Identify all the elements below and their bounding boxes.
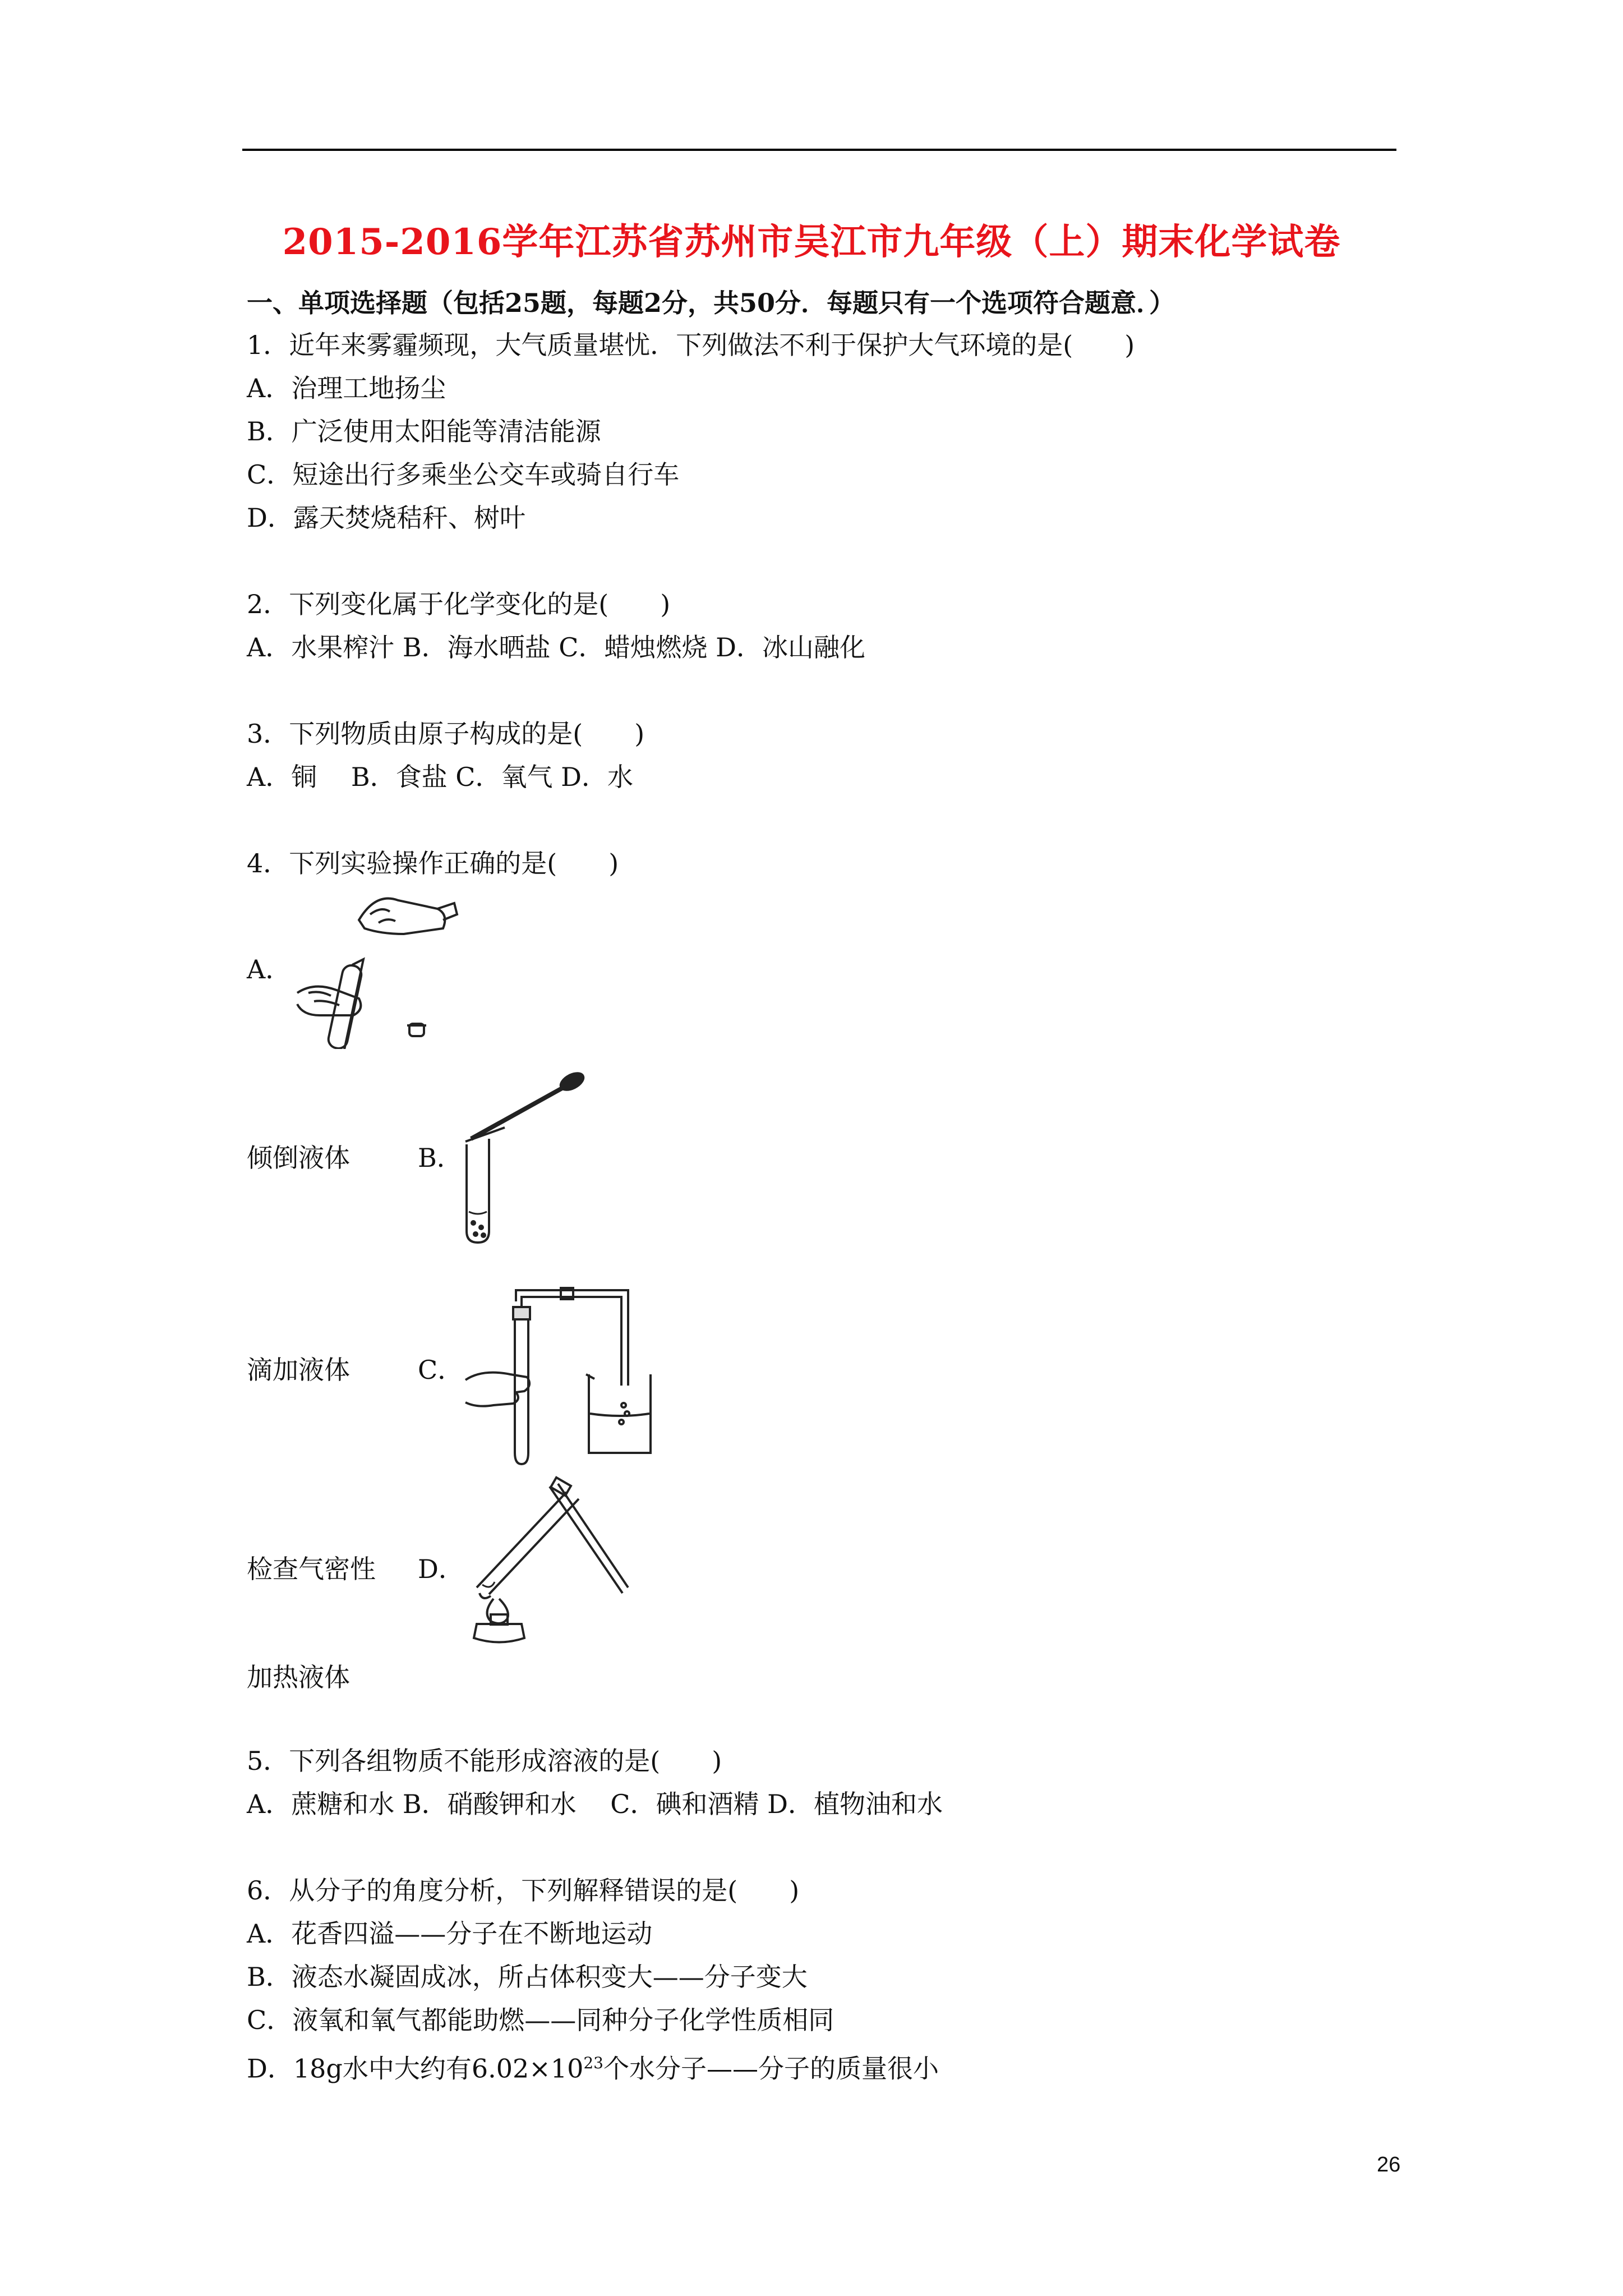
q4-option-b-caption: 滴加液体: [247, 1355, 350, 1385]
q6-stem: 6．从分子的角度分析，下列解释错误的是( ): [247, 1875, 800, 1906]
q4-stem: 4．下列实验操作正确的是( ): [247, 848, 619, 878]
section-heading: 一、单项选择题（包括25题，每题2分，共50分．每题只有一个选项符合题意．）: [247, 288, 1175, 318]
q5-stem: 5．下列各组物质不能形成溶液的是( ): [247, 1746, 722, 1776]
q6-option-d: [247, 2046, 939, 2085]
page-number: 26: [1377, 2153, 1401, 2177]
q1-option-d: D．露天焚烧秸秆、树叶: [247, 503, 525, 533]
q6-option-a: A．花香四溢——分子在不断地运动: [247, 1918, 653, 1949]
q2-stem: 2．下列变化属于化学变化的是( ): [247, 589, 671, 619]
q4-option-c-letter: C．: [418, 1355, 464, 1385]
dropper-figure: [449, 1071, 594, 1245]
q6-option-d-exponent: 23: [583, 2054, 603, 2072]
pouring-liquid-figure: [286, 881, 465, 1049]
airtightness-check-figure: [460, 1285, 673, 1470]
q4-option-d-caption: 加热液体: [247, 1662, 350, 1692]
q6-option-c: C．液氧和氧气都能助燃——同种分子化学性质相同: [247, 2005, 834, 2035]
q1-option-a: A．治理工地扬尘: [247, 373, 446, 403]
q4-option-a-letter: A．: [247, 954, 292, 984]
q1-stem: 1．近年来雾霾频现，大气质量堪忧．下列做法不利于保护大气环境的是( ): [247, 330, 1135, 360]
q6-option-b: B．液态水凝固成冰，所占体积变大——分子变大: [247, 1962, 808, 1992]
q6-option-d-text: D．18g水中大约有6.02×10: [247, 2053, 584, 2084]
heating-liquid-figure: [460, 1475, 639, 1655]
q2-options: A．水果榨汁 B．海水晒盐 C．蜡烛燃烧 D．冰山融化: [247, 632, 865, 662]
q1-option-b: B．广泛使用太阳能等清洁能源: [247, 416, 601, 447]
q3-stem: 3．下列物质由原子构成的是( ): [247, 719, 645, 749]
header-rule: [242, 149, 1396, 151]
q6-option-d-text-end: 个水分子——分子的质量很小: [603, 2053, 939, 2084]
q5-options: A．蔗糖和水 B．硝酸钾和水 C．碘和酒精 D．植物油和水: [247, 1789, 943, 1819]
q4-option-b-letter: B．: [418, 1143, 463, 1173]
q1-option-c: C．短途出行多乘坐公交车或骑自行车: [247, 459, 680, 490]
q3-options: A．铜 B．食盐 C．氧气 D．水: [247, 762, 633, 792]
q4-option-d-letter: D．: [418, 1554, 464, 1584]
q4-option-a-caption: 倾倒液体: [247, 1143, 350, 1173]
page-title: 2015-2016学年江苏省苏州市吴江市九年级（上）期末化学试卷: [282, 221, 1341, 263]
q4-option-c-caption: 检查气密性: [247, 1554, 376, 1584]
